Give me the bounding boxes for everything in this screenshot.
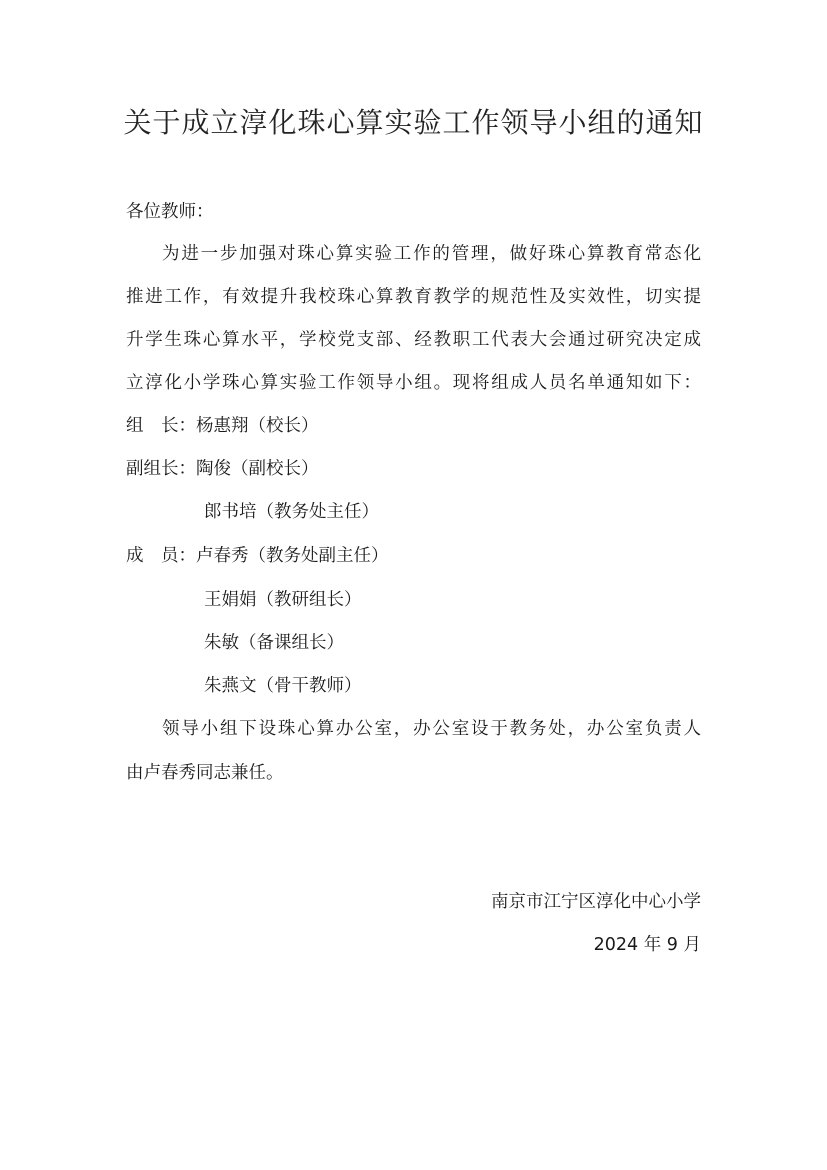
document-title: 关于成立淳化珠心算实验工作领导小组的通知 — [123, 106, 704, 139]
member-deputy: 郎书培（教务处主任） — [204, 502, 379, 522]
member-member: 朱燕文（骨干教师） — [204, 676, 362, 696]
body-line: 推进工作，有效提升我校珠心算教育教学的规范性及实效性，切实提 — [126, 287, 701, 307]
closing-line: 领导小组下设珠心算办公室，办公室设于教务处，办公室负责人 — [162, 719, 701, 739]
signature-date: 2024 年 9 月 — [593, 935, 701, 955]
member-member: 朱敏（备课组长） — [204, 633, 344, 653]
member-leader: 组 长：杨惠翔（校长） — [126, 416, 319, 436]
salutation: 各位教师： — [126, 202, 214, 222]
member-deputy: 副组长：陶俊（副校长） — [126, 459, 319, 479]
member-member: 王娟娟（教研组长） — [204, 590, 362, 610]
closing-line: 由卢春秀同志兼任。 — [126, 763, 284, 783]
member-member: 成 员：卢春秀（教务处副主任） — [126, 546, 389, 566]
body-line: 立淳化小学珠心算实验工作领导小组。现将组成人员名单通知如下： — [126, 373, 701, 393]
signature-organization: 南京市江宁区淳化中心小学 — [491, 892, 701, 912]
body-line: 为进一步加强对珠心算实验工作的管理，做好珠心算教育常态化 — [162, 244, 701, 264]
body-line: 升学生珠心算水平，学校党支部、经教职工代表大会通过研究决定成 — [126, 330, 701, 350]
